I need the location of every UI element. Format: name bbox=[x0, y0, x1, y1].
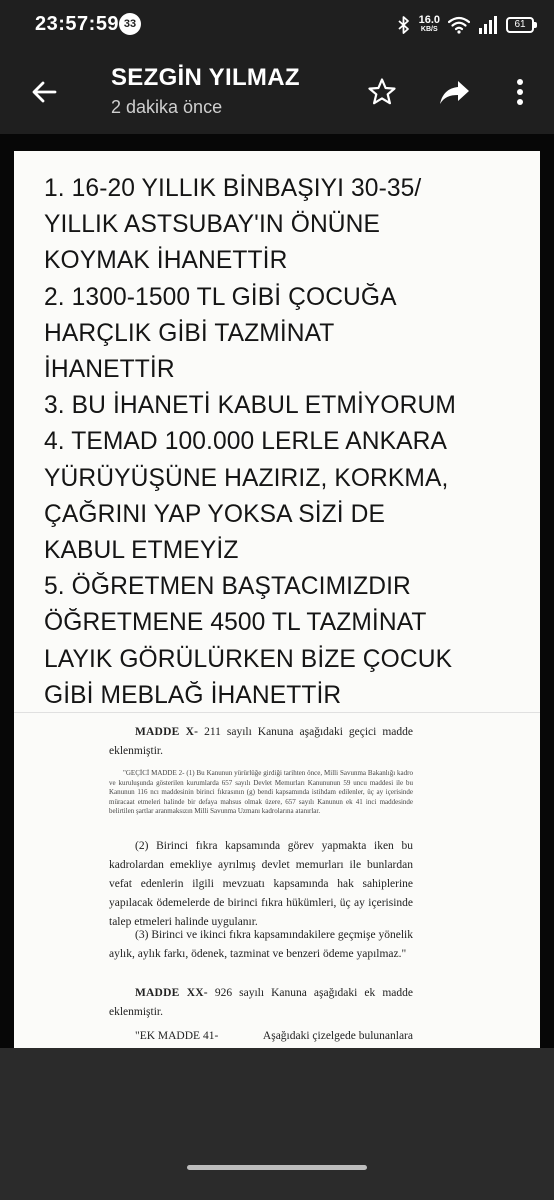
star-icon bbox=[367, 77, 397, 107]
note-line: ÇAĞRINI YAP YOKSA SİZİ DE bbox=[44, 500, 386, 528]
note-line: 5. ÖĞRETMEN BAŞTACIMIZDIR bbox=[44, 573, 411, 601]
more-vertical-icon bbox=[516, 78, 524, 106]
photo-divider bbox=[14, 712, 540, 713]
network-speed bbox=[419, 15, 440, 35]
fikra-3-paragraph bbox=[109, 926, 413, 964]
madde-x-paragraph bbox=[109, 723, 413, 761]
home-indicator[interactable] bbox=[187, 1165, 367, 1170]
app-bar bbox=[0, 48, 554, 134]
network-speed-value: 16.0 bbox=[418, 14, 440, 26]
wifi-icon bbox=[448, 16, 470, 34]
note-line: İHANETTİR bbox=[44, 356, 175, 384]
madde-x-text: 211 sayılı Kanuna aşağıdaki geçici madde eklenmiştir. bbox=[109, 726, 413, 757]
share-button[interactable] bbox=[435, 72, 475, 112]
madde-xx-heading: MADDE XX- bbox=[135, 987, 208, 999]
note-line: 4. TEMAD 100.000 LERLE ANKARA bbox=[44, 428, 447, 456]
fikra-2-paragraph bbox=[109, 837, 413, 932]
sent-time: 2 dakika önce bbox=[111, 97, 223, 117]
sender-name: SEZGİN YILMAZ bbox=[111, 64, 300, 91]
fikra-3-text: (3) Birinci ve ikinci fıkra kapsamındakilere geçmişe yönelik aylık, aylık farkı, ödenek, tazminat ve benzeri ödeme yapılmaz." bbox=[109, 929, 413, 960]
note-line: 3. BU İHANETİ KABUL ETMİYORUM bbox=[44, 392, 456, 420]
note-line: GİBİ MEBLAĞ İHANETTİR bbox=[44, 681, 342, 709]
network-speed-unit: KB/S bbox=[420, 26, 438, 33]
bluetooth-icon bbox=[397, 15, 411, 35]
madde-xx-text: 926 sayılı Kanuna aşağıdaki ek madde eklenmiştir. bbox=[109, 987, 413, 1018]
battery-icon: 61 bbox=[506, 17, 534, 33]
more-options-button[interactable] bbox=[500, 72, 540, 112]
gecici-madde-text: "GEÇİCİ MADDE 2- (1) Bu Kanunun yürürlüğe girdiği tarihten önce, Milli Savunma Bakanlığı kadro ve kuruluşunda gösterilen kurumlarda 657 sayılı Devlet Memurları Kanununun 59 uncu maddesi ile bu Kanunun 116 ncı maddesinin birinci fıkrasının (g) bendi kapsamında istihdam edilenler, üç ay içerisinde müracaat etmeleri halinde bir defaya mahsus olmak üzere, 657 sayılı Kanunun ek 41 inci maddesinde belirtilen şartlar aranmaksızın Milli Savunma Uzmanı kadrolarına atanırlar. bbox=[109, 769, 413, 815]
note-line: YILLIK ASTSUBAY'IN ÖNÜNE bbox=[44, 211, 381, 239]
status-bar bbox=[0, 0, 554, 48]
note-line: LAYIK GÖRÜLÜRKEN BİZE ÇOCUK bbox=[44, 645, 453, 673]
status-icons bbox=[397, 12, 534, 38]
notification-count-badge: 33 bbox=[119, 13, 141, 35]
note-line: KOYMAK İHANETTİR bbox=[44, 247, 288, 275]
share-icon bbox=[439, 78, 471, 106]
back-button[interactable] bbox=[22, 70, 66, 114]
star-button[interactable] bbox=[362, 72, 402, 112]
status-time: 23:57:59 bbox=[35, 13, 120, 35]
image-viewer bbox=[0, 134, 554, 1048]
note-line: HARÇLIK GİBİ TAZMİNAT bbox=[44, 319, 335, 347]
title-block bbox=[111, 64, 300, 118]
note-text bbox=[44, 171, 524, 714]
note-line: ÖĞRETMENE 4500 TL TAZMİNAT bbox=[44, 609, 427, 637]
note-line: KABUL ETMEYİZ bbox=[44, 537, 239, 565]
fikra-2-text: (2) Birinci fıkra kapsamında görev yapmakta iken bu kadrolardan emekliye ayrılmış devlet memurları ile bunlardan vefat edenlerin ilgili mevzuatı kapsamında hak sahiplerine yapılacak ödemelerde de birinci fıkra hükümleri, üç ay içerisinde talep etmeleri halinde uygulanır. bbox=[109, 840, 413, 928]
ek-madde-text: Aşağıdaki çizelgede bulunanlara bbox=[262, 1030, 413, 1042]
bottom-area bbox=[0, 1048, 554, 1200]
madde-xx-paragraph bbox=[109, 984, 413, 1022]
madde-x-heading: MADDE X- bbox=[135, 726, 199, 738]
note-line: 2. 1300-1500 TL GİBİ ÇOCUĞA bbox=[44, 283, 397, 311]
shared-photo[interactable] bbox=[14, 151, 540, 1048]
ek-madde-row bbox=[109, 1027, 413, 1046]
note-line: 1. 16-20 YILLIK BİNBAŞIYI 30-35/ bbox=[44, 175, 422, 202]
signal-icon bbox=[478, 16, 498, 34]
note-line: YÜRÜYÜŞÜNE HAZIRIZ, KORKMA, bbox=[44, 464, 449, 492]
ek-madde-heading: "EK MADDE 41- bbox=[135, 1030, 219, 1042]
back-arrow-icon bbox=[30, 78, 58, 106]
